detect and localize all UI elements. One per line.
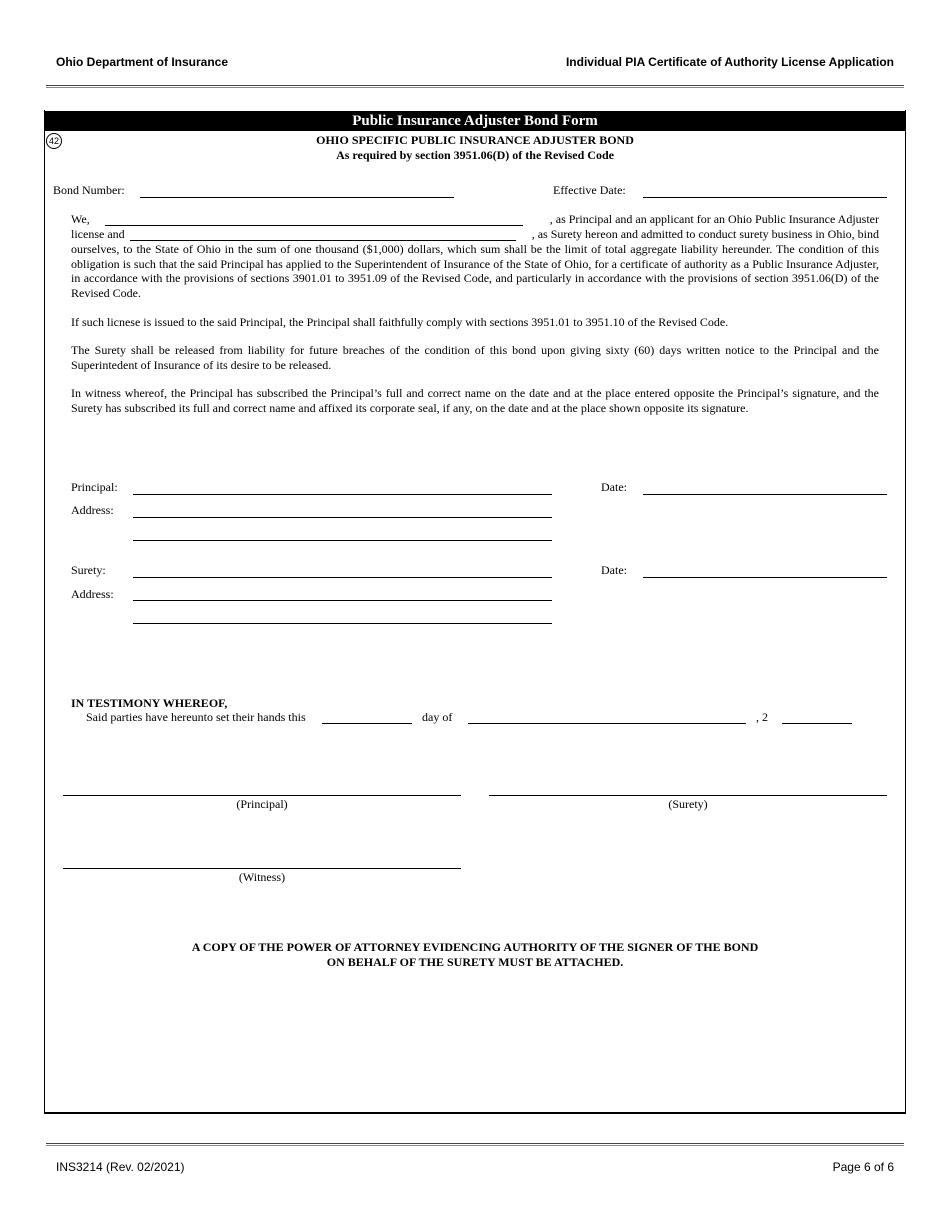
form-subtitle: OHIO SPECIFIC PUBLIC INSURANCE ADJUSTER BOND <box>316 133 634 147</box>
surety-date-field[interactable] <box>643 577 887 578</box>
surety-clause: , as Surety hereon and admitted to conduct surety business in Ohio, bind <box>531 227 879 241</box>
header-department: Ohio Department of Insurance <box>56 55 229 69</box>
testimony-year-field[interactable] <box>782 723 852 724</box>
bond-number-field[interactable] <box>140 197 454 198</box>
principal-field[interactable] <box>133 494 552 495</box>
principal-address-label: Address: <box>71 503 114 517</box>
power-of-attorney-notice-line2: ON BEHALF OF THE SURETY MUST BE ATTACHED. <box>326 955 624 969</box>
principal-date-label: Date: <box>601 480 627 494</box>
header-rule <box>46 85 904 86</box>
principal-address-field-2[interactable] <box>133 540 552 541</box>
footer-form-id: INS3214 (Rev. 02/2021) <box>56 1160 185 1174</box>
principal-clause: , as Principal and an applicant for an Ohio Public Insurance Adjuster <box>549 212 879 226</box>
surety-address-label: Address: <box>71 587 114 601</box>
testimony-month-field[interactable] <box>468 723 746 724</box>
witness-signature-caption: (Witness) <box>238 870 286 884</box>
testimony-text: Said parties have hereunto set their hands this <box>86 710 306 724</box>
bond-conditions-paragraph: ourselves, to the State of Ohio in the sum of one thousand ($1,000) dollars, which sum shall be the limit of total aggregate liability hereunder. The condition of this obligation is such that the said Principal has applied to the Superintendent of Insurance of the State of Ohio, for a certificate of authority as a Public Insurance Adjuster, in accordance with the provisions of sections 3901.01 to 3951.09 of the Revised Code, and particularly in accordance with the provisions of section 3951.06(D) of the Revised Code. <box>71 242 879 300</box>
license-and-label: license and <box>71 227 125 241</box>
principal-label: Principal: <box>71 480 118 494</box>
we-label: We, <box>71 212 90 226</box>
witness-paragraph: In witness whereof, the Principal has subscribed the Principal’s full and correct name on the date and at the place entered opposite the Principal’s signature, and the Surety has subscribed its full and correct name and affixed its corporate seal, if any, on the date and at the place shown opposite its signature. <box>71 386 879 415</box>
surety-label: Surety: <box>71 563 106 577</box>
surety-date-label: Date: <box>601 563 627 577</box>
footer-page-number: Page 6 of 6 <box>832 1160 894 1174</box>
surety-signature-caption: (Surety) <box>668 797 708 811</box>
footer-rule <box>46 1143 904 1144</box>
principal-date-field[interactable] <box>643 494 887 495</box>
surety-address-field-1[interactable] <box>133 600 552 601</box>
principal-signature-line[interactable] <box>63 795 461 796</box>
license-compliance-paragraph: If such licnese is issued to the said Principal, the Principal shall faithfully comply with sections 3951.01 to 3951.10 of the Revised Code. <box>71 315 729 329</box>
surety-signature-line[interactable] <box>489 795 887 796</box>
principal-address-field-1[interactable] <box>133 517 552 518</box>
surety-name-field[interactable] <box>130 240 516 241</box>
principal-name-field[interactable] <box>105 225 523 226</box>
surety-release-paragraph: The Surety shall be released from liability for future breaches of the condition of this bond upon giving sixty (60) days written notice to the Principal and the Superintedent of Insurance of its desire to be released. <box>71 343 879 372</box>
surety-field[interactable] <box>133 577 552 578</box>
effective-date-field[interactable] <box>643 197 887 198</box>
day-of-label: day of <box>422 710 453 724</box>
power-of-attorney-notice-line1: A COPY OF THE POWER OF ATTORNEY EVIDENCING AUTHORITY OF THE SIGNER OF THE BOND <box>191 940 759 954</box>
form-title: Public Insurance Adjuster Bond Form <box>44 111 906 131</box>
bond-number-label: Bond Number: <box>53 183 125 197</box>
effective-date-label: Effective Date: <box>553 183 626 197</box>
testimony-heading: IN TESTIMONY WHEREOF, <box>71 696 228 710</box>
surety-address-field-2[interactable] <box>133 623 552 624</box>
form-number-badge: 42 <box>46 133 62 149</box>
testimony-day-field[interactable] <box>322 723 412 724</box>
header-application-title: Individual PIA Certificate of Authority License Application <box>565 55 894 69</box>
witness-signature-line[interactable] <box>63 868 461 869</box>
principal-signature-caption: (Principal) <box>236 797 288 811</box>
year-prefix-label: , 2 <box>756 710 768 724</box>
form-statute-reference: As required by section 3951.06(D) of the Revised Code <box>336 148 614 162</box>
